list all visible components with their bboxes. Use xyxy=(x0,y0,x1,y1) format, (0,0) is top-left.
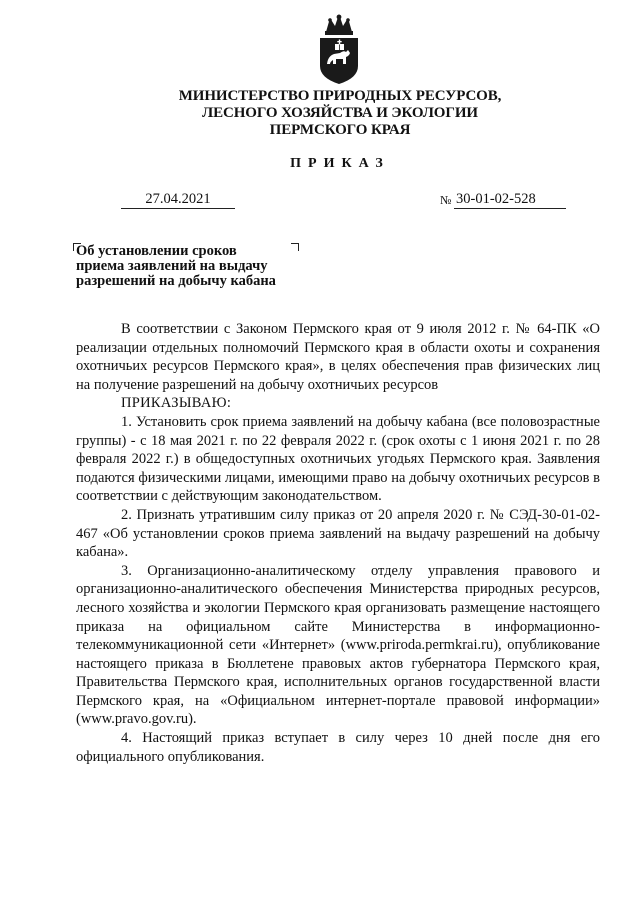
ministry-header xyxy=(100,88,580,139)
order-title: ПРИКАЗ xyxy=(290,156,390,171)
order-number: 30-01-02-528 xyxy=(454,191,566,209)
decree-word: ПРИКАЗЫВАЮ: xyxy=(121,395,232,412)
number-sign: № xyxy=(440,193,452,207)
item-2-paragraph: 2. Признать утратившим силу приказ от 20 апреля 2020 г. № СЭД-30-01-02-467 «Об установлении сроков приема заявлений на выдачу разрешений на добычу кабана». xyxy=(76,506,600,561)
header-line-3: ПЕРМСКОГО КРАЯ xyxy=(269,122,411,138)
header-line-2: ЛЕСНОГО ХОЗЯЙСТВА И ЭКОЛОГИИ xyxy=(202,105,478,121)
header-line-1: МИНИСТЕРСТВО ПРИРОДНЫХ РЕСУРСОВ, xyxy=(178,88,502,104)
perm-krai-coat-of-arms-icon xyxy=(316,12,362,86)
order-date: 27.04.2021 xyxy=(121,191,235,209)
order-subject xyxy=(76,244,306,289)
item-4-paragraph: 4. Настоящий приказ вступает в силу через 10 дней после дня его официального опубликования. xyxy=(76,730,600,765)
order-body xyxy=(76,320,600,766)
item-3-paragraph: 3. Организационно-аналитическому отделу управления правового и организационно-аналитического обеспечения Министерства природных ресурсов, лесного хозяйства и экологии Пермского края организовать размещение настоящего приказа на официальном сайте Министерства в информационно-телекоммуникационной сети «Интернет» (www.priroda.permkrai.ru), опубликование настоящего приказа в Бюллетене правовых актов губернатора Пермского края, Правительства Пермского края, исполнительных органов государственной власти Пермского края, на «Официальном интернет-портале правовой информации» (www.pravo.gov.ru). xyxy=(76,562,600,728)
item-1-paragraph: 1. Установить срок приема заявлений на добычу кабана (все половозрастные группы) - с 18 мая 2021 г. по 22 февраля 2022 г. (срок охоты с 1 июня 2021 г. по 28 февраля 2022 г.) в общедоступных охотничьих угодьях Пермского края. Заявления подаются физическими лицами, имеющими право на добычу охотничьих ресурсов в соответствии с действующим законодательством. xyxy=(76,413,600,505)
subject-line-1: Об установлении сроков xyxy=(76,243,237,259)
subject-line-2: приема заявлений на выдачу xyxy=(76,258,268,274)
subject-line-3: разрешений на добычу кабана xyxy=(76,273,276,289)
preamble-paragraph: В соответствии с Законом Пермского края от 9 июля 2012 г. № 64-ПК «О реализации отдельных полномочий Пермского края в области охоты и сохранения охотничьих ресурсов Пермского края», в целях обеспечения прав физических лиц на получение разрешений на добычу охотничьих ресурсов xyxy=(76,321,600,393)
